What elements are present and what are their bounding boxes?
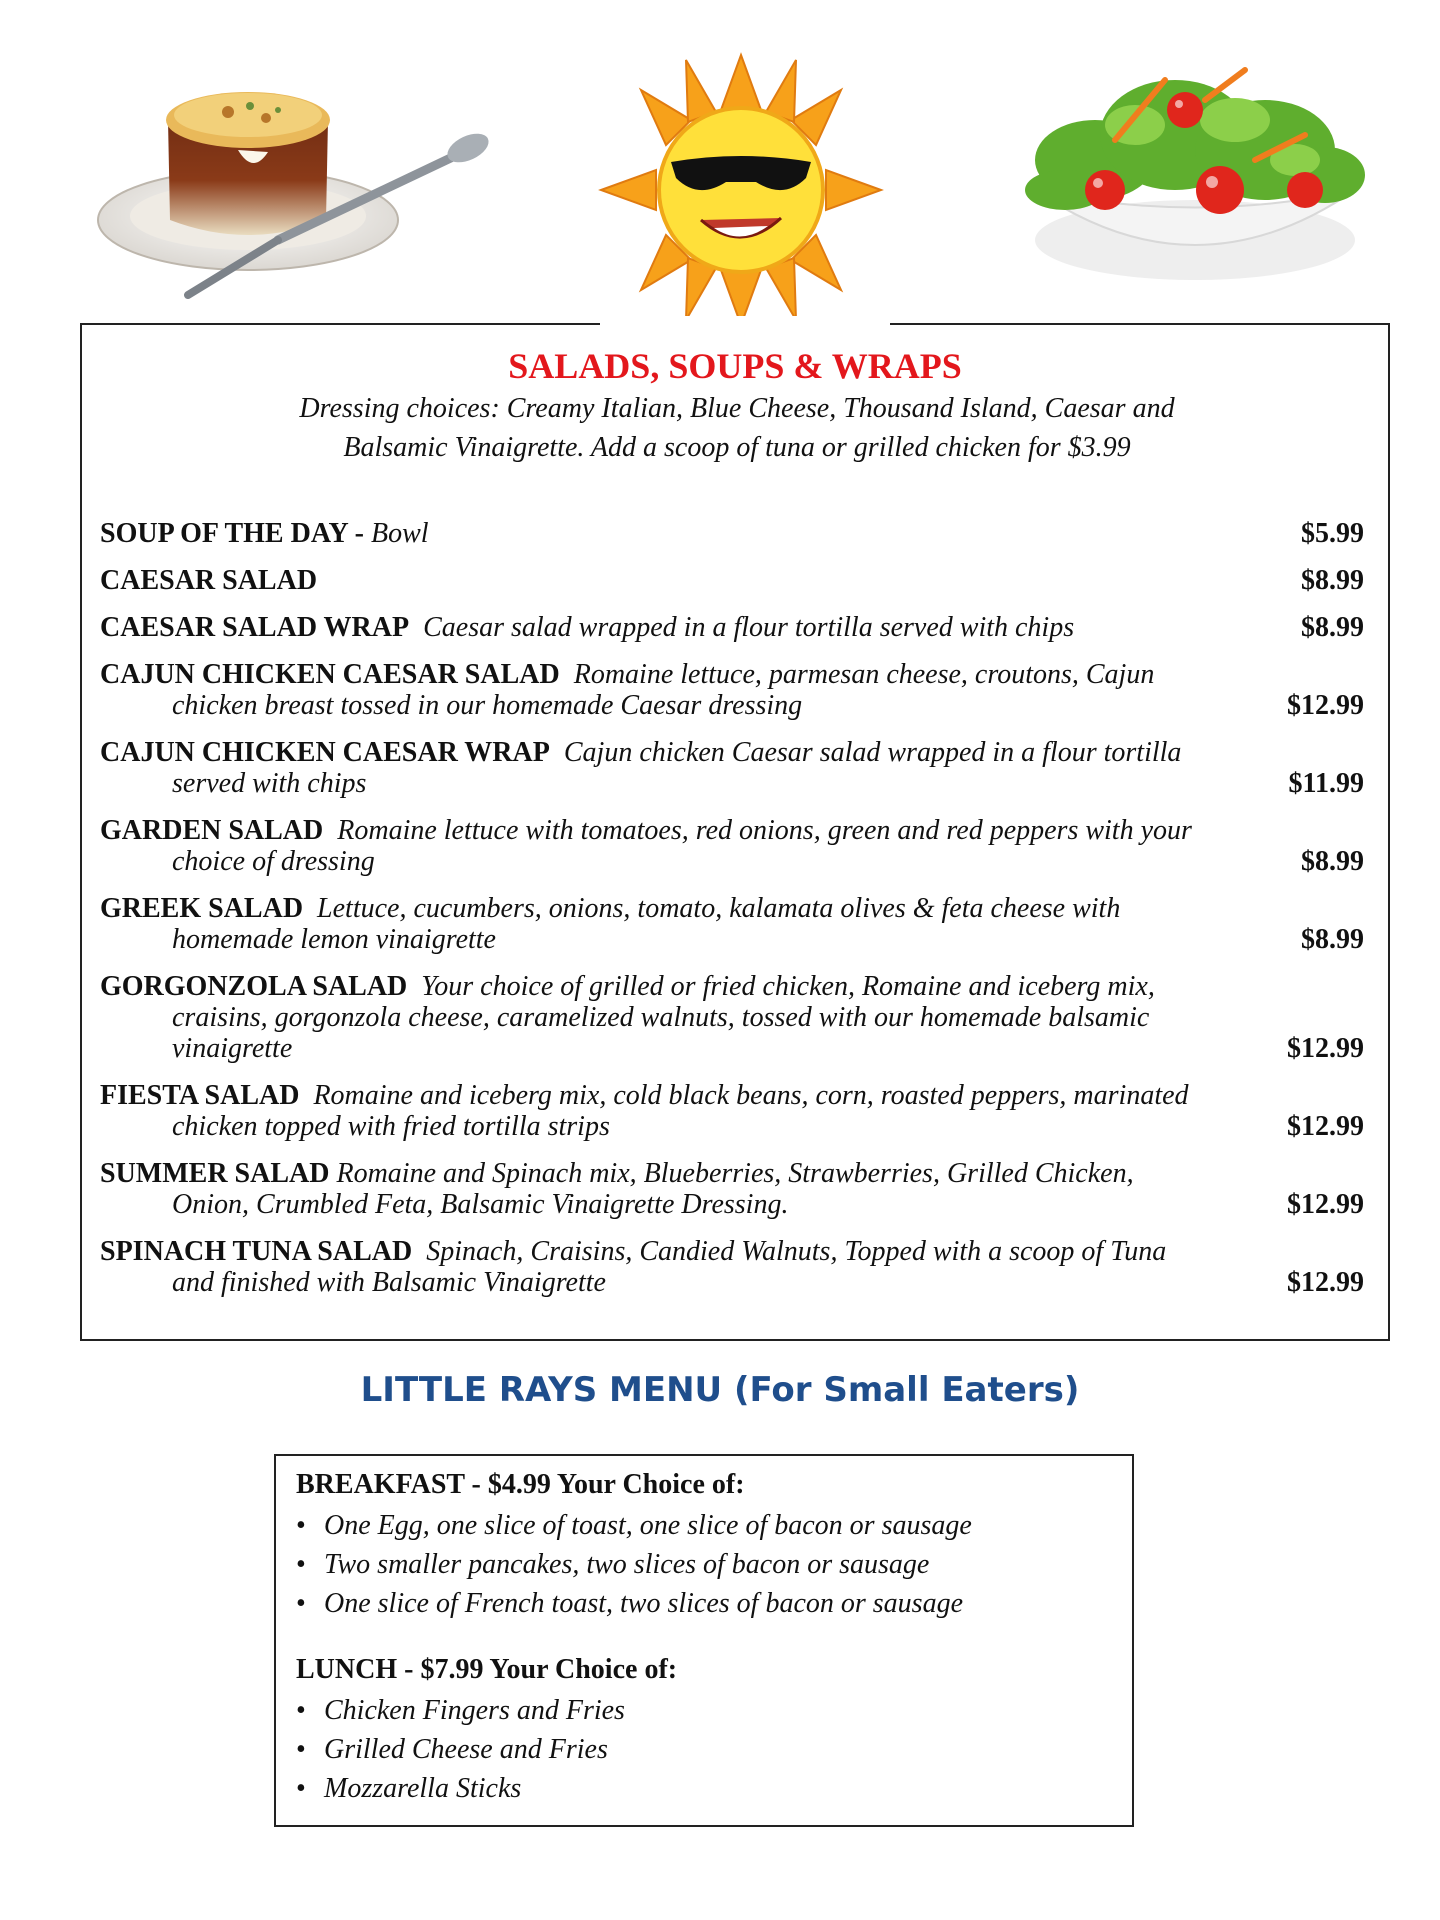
item-desc-cont: chicken topped with fried tortilla strips [172, 1111, 610, 1142]
list-item [296, 1506, 1132, 1545]
lunch-option: Mozzarella Sticks [324, 1773, 522, 1804]
item-price: $11.99 [1288, 768, 1364, 799]
kids-menu-box [274, 1454, 1134, 1827]
item-desc: Romaine and iceberg mix, cold black beans, corn, roasted peppers, marinated [313, 1080, 1189, 1111]
sun-border-gap [600, 316, 890, 330]
item-desc: Spinach, Craisins, Candied Walnuts, Topped with a scoop of Tuna [426, 1236, 1167, 1267]
menu-item [100, 565, 1382, 596]
item-name: FIESTA SALAD [100, 1080, 300, 1111]
salads-menu-box [80, 323, 1390, 1341]
menu-item [100, 815, 1382, 877]
menu-item [100, 612, 1382, 643]
bullet: • [296, 1549, 306, 1580]
item-price: $12.99 [1287, 1267, 1364, 1298]
section-title: SALADS, SOUPS & WRAPS [508, 346, 962, 386]
item-desc-cont: choice of dressing [172, 846, 375, 877]
item-desc: Your choice of grilled or fried chicken, Romaine and iceberg mix, [421, 971, 1155, 1002]
list-item [296, 1730, 1132, 1769]
bullet: • [296, 1588, 306, 1619]
menu-item [100, 1236, 1382, 1298]
item-name: CAJUN CHICKEN CAESAR WRAP [100, 737, 550, 768]
item-price: $8.99 [1301, 612, 1364, 643]
menu-item [100, 518, 1382, 549]
lunch-heading: LUNCH - $7.99 Your Choice of: [296, 1654, 678, 1685]
item-name: GORGONZOLA SALAD [100, 971, 408, 1002]
item-name: GARDEN SALAD [100, 815, 324, 846]
item-desc-cont: and finished with Balsamic Vinaigrette [172, 1267, 606, 1298]
dressing-note-line2: Balsamic Vinaigrette. Add a scoop of tuna or grilled chicken for $3.99 [343, 432, 1131, 463]
menu-item [100, 1158, 1382, 1220]
lunch-option: Grilled Cheese and Fries [324, 1734, 608, 1765]
item-price: $12.99 [1287, 1033, 1364, 1064]
item-desc: Bowl [370, 518, 429, 549]
breakfast-option: One slice of French toast, two slices of bacon or sausage [324, 1588, 963, 1619]
item-name: CAJUN CHICKEN CAESAR SALAD [100, 659, 560, 690]
list-item [296, 1769, 1132, 1808]
item-name: GREEK SALAD [100, 893, 304, 924]
list-item [296, 1691, 1132, 1730]
sun-with-sunglasses-icon [596, 50, 886, 330]
item-price: $5.99 [1301, 518, 1364, 549]
item-desc-cont: vinaigrette [172, 1033, 293, 1064]
item-name: CAESAR SALAD WRAP [100, 612, 410, 643]
item-price: $12.99 [1287, 1189, 1364, 1220]
list-item [296, 1545, 1132, 1584]
item-name: SPINACH TUNA SALAD [100, 1236, 413, 1267]
dressing-note [192, 389, 1282, 467]
lunch-option: Chicken Fingers and Fries [324, 1695, 625, 1726]
menu-items [100, 518, 1382, 1314]
item-desc: Romaine lettuce with tomatoes, red onions, green and red peppers with your [337, 815, 1192, 846]
menu-item [100, 737, 1382, 799]
salad-bowl-icon [1005, 40, 1385, 290]
breakfast-option: Two smaller pancakes, two slices of bacon or sausage [324, 1549, 930, 1580]
item-desc: Cajun chicken Caesar salad wrapped in a flour tortilla [563, 737, 1182, 768]
item-desc-cont: chicken breast tossed in our homemade Caesar dressing [172, 690, 803, 721]
kids-menu-title: LITTLE RAYS MENU (For Small Eaters) [360, 1370, 1080, 1410]
lunch-list [296, 1691, 1132, 1808]
breakfast-heading: BREAKFAST - $4.99 Your Choice of: [296, 1469, 745, 1500]
menu-item [100, 1080, 1382, 1142]
item-desc: Caesar salad wrapped in a flour tortilla served with chips [423, 612, 1075, 643]
item-price: $8.99 [1301, 565, 1364, 596]
item-desc: Lettuce, cucumbers, onions, tomato, kalamata olives & feta cheese with [317, 893, 1121, 924]
item-desc-cont: homemade lemon vinaigrette [172, 924, 496, 955]
item-price: $12.99 [1287, 690, 1364, 721]
menu-item [100, 893, 1382, 955]
item-name: CAESAR SALAD [100, 565, 318, 596]
bullet: • [296, 1773, 306, 1804]
item-price: $12.99 [1287, 1111, 1364, 1142]
menu-item [100, 659, 1382, 721]
breakfast-option: One Egg, one slice of toast, one slice of bacon or sausage [324, 1510, 972, 1541]
item-price: $8.99 [1301, 924, 1364, 955]
soup-crock-icon [28, 40, 498, 330]
item-desc: Romaine and Spinach mix, Blueberries, Strawberries, Grilled Chicken, [336, 1158, 1134, 1189]
list-item [296, 1584, 1132, 1623]
item-price: $8.99 [1301, 846, 1364, 877]
item-desc: Romaine lettuce, parmesan cheese, croutons, Cajun [573, 659, 1155, 690]
item-desc-cont: served with chips [172, 768, 367, 799]
menu-item [100, 971, 1382, 1064]
bullet: • [296, 1695, 306, 1726]
bullet: • [296, 1734, 306, 1765]
item-name: SOUP OF THE DAY - [100, 518, 364, 549]
breakfast-list [296, 1506, 1132, 1623]
item-name: SUMMER SALAD [100, 1158, 330, 1189]
bullet: • [296, 1510, 306, 1541]
item-desc-cont: Onion, Crumbled Feta, Balsamic Vinaigrette Dressing. [172, 1189, 789, 1220]
dressing-note-line1: Dressing choices: Creamy Italian, Blue Cheese, Thousand Island, Caesar and [299, 393, 1175, 424]
item-desc-cont: craisins, gorgonzola cheese, caramelized walnuts, tossed with our homemade balsamic [172, 1002, 1150, 1033]
